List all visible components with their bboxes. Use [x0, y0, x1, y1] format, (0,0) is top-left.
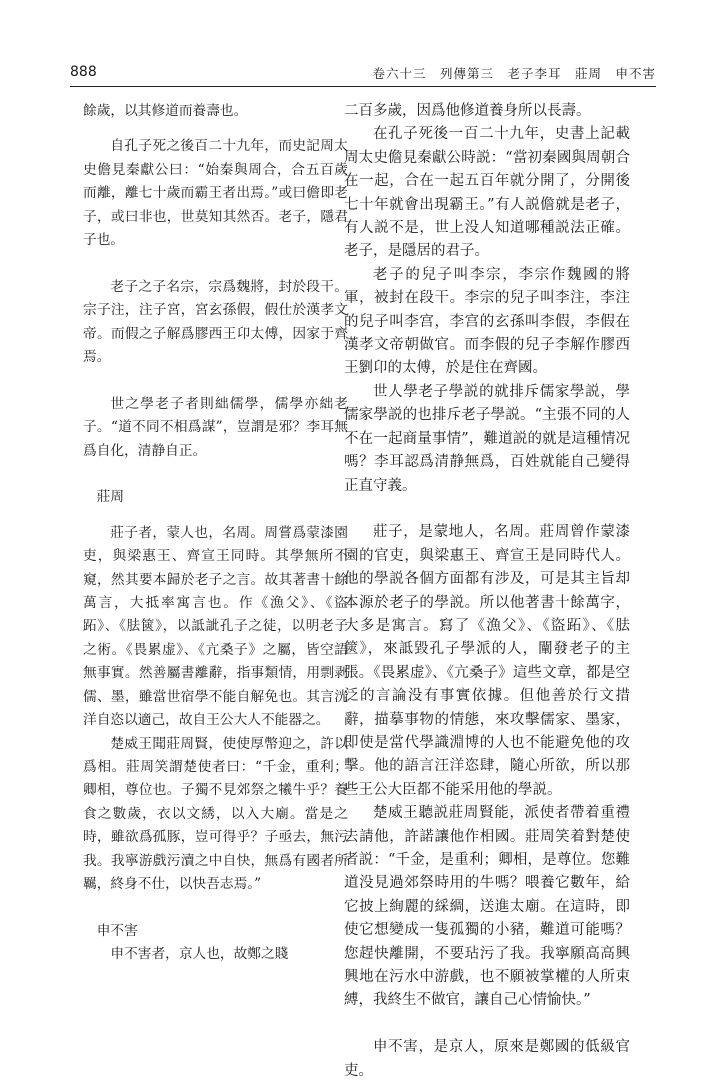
section-heading-zhuangzhou: 莊周 [96, 489, 125, 506]
classical-paragraph: 世之學老子者則絀儒學，儒學亦絀老子。“道不同不相爲謀”，豈謂是邪？李耳無爲自化，清静自正。 [83, 395, 348, 459]
translation-paragraph: 老子的兒子叫李宗，李宗作魏國的將軍，被封在段干。李宗的兒子叫李注，李注的兒子叫李宫，李宫的玄孫叫李假，李假在漢孝文帝朝做官。而李假的兒子李解作膠西王劉卬的太傅，於是住在齊國。 [344, 266, 630, 377]
translation-paragraph: 楚威王聽説莊周賢能，派使者帶着重禮去請他，許諾讓他作相國。莊周笑着對楚使者説：“千金，是重利；卿相，是尊位。您難道没見過郊祭時用的牛嗎？喂養它數年，給它披上絢麗的綵綢，送進太廟。在這時，即使它想變成一隻孤獨的小豬，難道可能嗎？您趕快離開，不要玷污了我。我寧願高高興興地在污水中游戲，也不願被掌權的人所束縛，我終生不做官，讓自己心情愉快。” [344, 805, 630, 1009]
classical-paragraph: 莊子者，蒙人也，名周。周嘗爲蒙漆園吏，與梁惠王、齊宣王同時。其學無所不窺，然其要本歸於老子之言。故其著書十餘萬言，大抵率寓言也。作《漁父》、《盜跖》、《胠篋》，以詆訿孔子之徒，以明老子之術。《畏累虚》、《亢桑子》之屬，皆空語無事實。然善屬書離辭，指事類情，用剽剥儒、墨，雖當世宿學不能自解免也。其言洸洋自恣以適己，故自王公大人不能器之。 [83, 524, 348, 729]
page-header [70, 64, 656, 87]
classical-paragraph: 老子之子名宗，宗爲魏將，封於段干。宗子注，注子宮，宮玄孫假，假仕於漢孝文帝。而假之子解爲膠西王卬太傅，因家于齊焉。 [83, 278, 348, 366]
classical-paragraph: 餘歲，以其修道而養壽也。 [83, 103, 248, 119]
classical-paragraph: 楚威王聞莊周賢，使使厚幣迎之，許以爲相。莊周笑謂楚使者曰：“千金，重利；卿相，尊位也。子獨不見郊祭之犧牛乎？養食之數歲，衣以文綉，以入大廟。當是之時，雖欲爲孤豚，豈可得乎？子亟去，無污我。我寧游戲污瀆之中自快，無爲有國者所羈，終身不仕，以快吾志焉。” [83, 735, 348, 892]
section-heading-shenbuhai: 申不害 [96, 922, 138, 939]
translation-column [344, 100, 630, 1083]
translation-paragraph: 莊子，是蒙地人，名周。莊周曾作蒙漆園的官吏，與梁惠王、齊宣王是同時代人。他的學説各個方面都有涉及，可是其主旨却本源於老子的學説。所以他著書十餘萬字，大多是寓言。寫了《漁父》、《盜跖》、《胠篋》，來詆毀孔子學派的人，闡發老子的主張。《畏累虚》、《亢桑子》這些文章，都是空泛的言論没有事實依據。但他善於行文措辭，描摹事物的情態，來攻擊儒家、墨家，即使是當代學識淵博的人也不能避免他的攻擊。他的語言汪洋恣肆，隨心所欲，所以那些王公大臣都不能采用他的學説。 [344, 524, 630, 798]
running-title: 卷六十三 列傳第三 老子李耳 莊周 申不害 [372, 66, 656, 81]
classical-text-column [83, 100, 348, 967]
classical-paragraph: 申不害者，京人也，故鄭之賤 [110, 946, 289, 963]
translation-paragraph: 世人學老子學説的就排斥儒家學説，學儒家學説的也排斥老子學説。“主張不同的人不在一起商量事情”，難道説的就是這種情况嗎？李耳認爲清静無爲，百姓就能自己變得正直守義。 [344, 383, 630, 494]
classical-paragraph: 自孔子死之後百二十九年，而史記周太史儋見秦獻公曰：“始秦與周合，合五百歲而離，離七十歲而霸王者出焉。”或曰儋即老子，或曰非也，世莫知其然否。老子，隱君子也。 [83, 138, 348, 249]
translation-paragraph: 申不害，是京人，原來是鄭國的低級官吏。 [344, 1039, 630, 1079]
translation-paragraph: 二百多歲，因爲他修道養身所以長壽。 [344, 103, 591, 119]
translation-paragraph: 在孔子死後一百二十九年，史書上記載周太史儋見秦獻公時説：“當初秦國與周朝合在一起，合在一起五百年就分開了，分開後七十年就會出現霸王。”有人説儋就是老子，有人説不是，世上没人知道哪種説法正確。老子，是隱居的君子。 [344, 126, 630, 260]
page-number: 888 [70, 64, 97, 80]
